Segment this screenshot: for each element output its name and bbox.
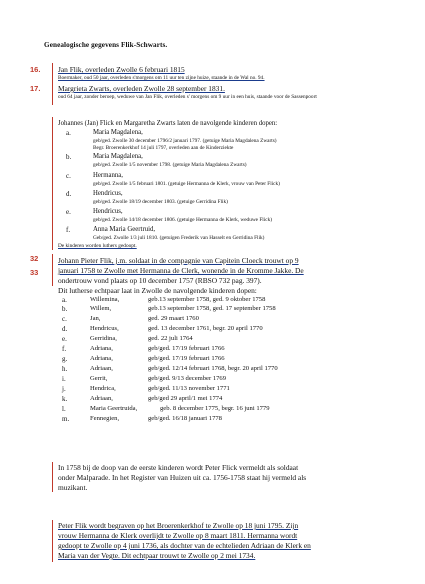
child-detail: geb/ged. Zwolle 14/18 december 1806. (getuige Hermanna de Klerk, weduwe Flick) [93, 217, 273, 223]
kid-detail: geb/ged. 17/19 februari 1766 [148, 345, 225, 352]
person-jan-flik-note: Boermaker, oud 50 jaar, overleden s'morgens om 11 uur ten zijne huize, staande in de Wal no. 94. [58, 75, 265, 81]
kid-detail: geb/ged. 16/18 januari 1778 [148, 415, 222, 422]
para1-line-2: onder Malparade. In het Register van Huizen uit ca. 1756-1758 staat hij vermeld als [58, 473, 307, 482]
child-detail-2: Begr. Broerenkerkhof 14 juli 1797, overleden aan de Kinderziekte [93, 145, 234, 151]
margin-bar-para2 [52, 520, 53, 562]
child-letter: d. [66, 190, 72, 198]
kid-detail: geb/ged. 9/13 december 1769 [148, 375, 227, 382]
kid-name: Adriana, [90, 345, 113, 352]
margin-number-33: 33 [30, 268, 39, 277]
kid-letter: d. [62, 325, 68, 333]
marriage-line-3: ondertrouw vond plaats op 10 december 1757 (RBSO 732 pag. 397). [58, 276, 262, 285]
child-detail: Geb/ged. Zwolle 1/3 juli 1810. (getuigen Frederik van Hasselt en Gerridina Flik) [93, 235, 265, 241]
kid-name: Gerrit, [90, 375, 108, 382]
child-name: Anna Maria Geertruid, [93, 226, 156, 233]
child-detail: geb/ged. Zwolle 18/19 december 1803. (getuige Gerridina Flik) [93, 199, 228, 205]
margin-number-17: 17. [30, 84, 41, 93]
marriage-line-1: Johann Pieter Flik, j.m. soldaat in de compagnie van Capitein Cloeck trouwt op 9 [58, 256, 299, 265]
kid-letter: c. [62, 315, 67, 323]
kid-name: Willem, [90, 305, 112, 312]
kid-name: Fennegien, [90, 415, 120, 422]
kid-name: Hendricus, [90, 325, 119, 332]
kid-name: Adriaan, [90, 365, 113, 372]
kid-letter: a. [62, 296, 67, 304]
kid-detail: geb. 8 december 1775, begr. 16 juni 1779 [160, 405, 270, 412]
kid-letter: m. [62, 415, 70, 423]
margin-bar-persons [52, 63, 53, 105]
child-letter: f. [66, 226, 71, 234]
kid-detail: geb/ged. 12/14 februari 1768, begr. 20 april 1770 [148, 365, 278, 372]
kid-detail: geb/ged. 17/19 februari 1766 [148, 355, 225, 362]
kid-letter: f. [62, 345, 67, 353]
margin-bar-para1 [52, 462, 53, 492]
kid-letter: k. [62, 395, 68, 403]
para2-line-2: vrouw Hermanna de Klerk overlijdt te Zwolle op 8 maart 1811. Hermanna wordt [58, 531, 298, 540]
person-jan-flik: Jan Flik, overleden Zwolle 6 februari 1815 [58, 65, 185, 74]
kid-name: Adriaan, [90, 395, 113, 402]
child-letter: b. [66, 153, 72, 161]
margin-bar-marriage [52, 254, 53, 286]
child-letter: e. [66, 208, 71, 216]
person-margrieta-note: oud 64 jaar, zonder beroep, weduwe van Jan Flik, overleden s' morgens om 9 uur in een huis, staande voor de Sassenpoort [58, 94, 317, 100]
kid-letter: e. [62, 335, 67, 343]
kid-letter: h. [62, 365, 68, 373]
para1-line-3: muzikant. [58, 483, 88, 492]
page-title: Genealogische gegevens Flik-Schwarts. [44, 41, 168, 49]
para2-line-4: Maria van der Vegte. Dit echtpaar trouwt te Zwolle op 2 mei 1734. [58, 551, 256, 560]
kid-detail: geb/ged 29 april/1 mei 1774 [148, 395, 223, 402]
margin-number-32: 32 [30, 254, 39, 263]
child-detail: geb/ged. Zwolle 30 december 1796/2 januari 1797. (getuige Maria Magdalena Zwarts) [93, 138, 277, 144]
child-detail: geb/ged. Zwolle 1/5 november 1798. (getuige Maria Magdalena Zwarts) [93, 162, 247, 168]
para2-line-1: Peter Flik wordt begraven op het Broerenkerkhof te Zwolle op 18 juni 1795. Zijn [58, 521, 299, 530]
kid-letter: g. [62, 355, 68, 363]
kid-name: Adriana, [90, 355, 113, 362]
margin-number-16: 16. [30, 65, 41, 74]
person-margrieta-zwarts: Margrieta Zwarts, overleden Zwolle 28 september 1831. [58, 84, 225, 93]
kid-detail: ged. 22 juli 1764 [148, 335, 193, 342]
child-detail: geb/ged. Zwolle 1/5 februari 1801. (getuige Hermanna de Klerk, vrouw van Peter Flick) [93, 181, 280, 187]
kid-letter: l. [62, 405, 66, 413]
kid-letter: i. [62, 375, 66, 383]
child-name: Maria Magdalena, [93, 153, 143, 160]
marriage-line-4: Dit lutherse echtpaar laat in Zwolle de navolgende kinderen dopen: [58, 286, 257, 295]
children-intro: Johannes (Jan) Flick en Margaretha Zwarts laten de navolgende kinderen dopen: [58, 120, 278, 127]
kid-detail: ged. 13 december 1761, begr. 20 april 1770 [148, 325, 263, 332]
kid-name: Willemina, [90, 296, 120, 303]
kid-letter: j. [62, 385, 66, 393]
kid-detail: ged. 29 maart 1760 [148, 315, 199, 322]
kid-name: Jan, [90, 315, 101, 322]
child-letter: a. [66, 129, 71, 137]
margin-bar-children [52, 117, 53, 250]
child-name: Maria Magdalena, [93, 129, 143, 136]
kid-detail: geb.13 september 1758, ged. 9 oktober 1758 [148, 296, 266, 303]
para2-line-3: gedoopt te Zwolle op 4 juni 1736, als dochter van de echtelieden Adriaan de Klerk en [58, 541, 311, 550]
child-name: Hendricus, [93, 190, 123, 197]
child-letter: c. [66, 172, 71, 180]
kid-name: Gerridina, [90, 335, 117, 342]
child-name: Hendricus, [93, 208, 123, 215]
kid-detail: geb/ged. 11/13 november 1771 [148, 385, 230, 392]
kid-letter: b. [62, 305, 68, 313]
kid-name: Hendrica, [90, 385, 116, 392]
para1-line-1: In 1758 bij de doop van de eerste kinderen wordt Peter Flick vermeldt als soldaat [58, 463, 299, 472]
children-footer: De kinderen worden luthers gedoopt. [58, 243, 137, 249]
child-name: Hermanna, [93, 172, 124, 179]
marriage-line-2: januari 1758 te Zwolle met Hermanna de Clerk, wonende in de Kromme Jakke. De [58, 266, 304, 275]
kid-detail: geb.13 september 1758, ged. 17 september 1758 [148, 305, 276, 312]
kid-name: Maria Geertruida, [90, 405, 138, 412]
